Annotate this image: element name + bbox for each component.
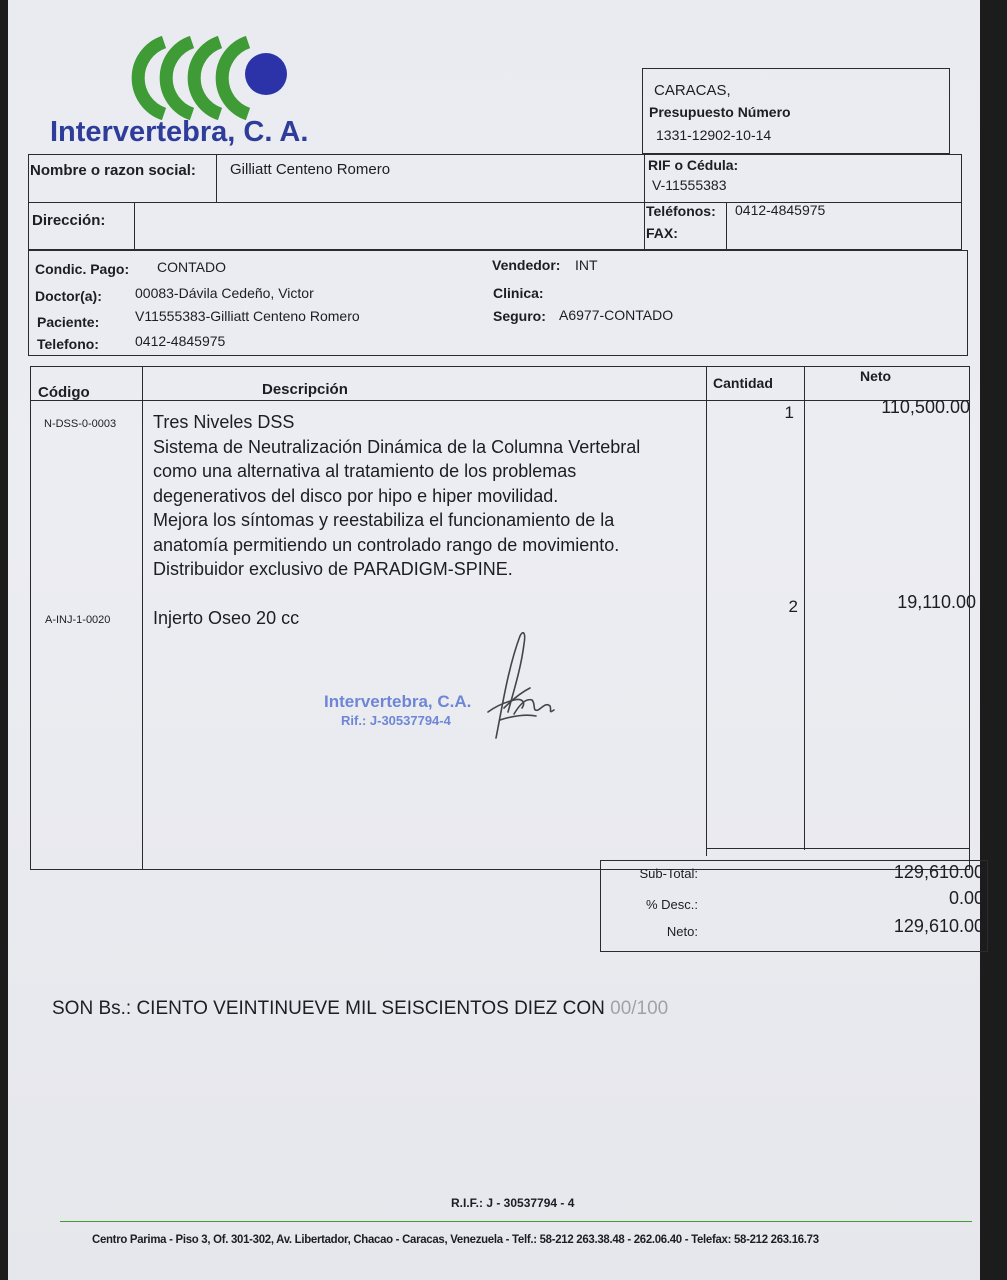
net-label: Neto: (666, 924, 698, 939)
row-1-desc-line-4: degenerativos del disco por hipo e hiper movilidad. (153, 485, 559, 506)
rif-value: V-11555383 (652, 177, 727, 193)
phones-value: 0412-4845975 (735, 202, 826, 218)
divider (726, 202, 727, 250)
patient-value: V11555383-Gilliatt Centeno Romero (135, 308, 360, 324)
divider (706, 848, 970, 849)
client-name-label: Nombre o razon social: (30, 162, 196, 179)
subtotal-label: Sub-Total: (639, 866, 698, 881)
footer-rif: R.I.F.: J - 30537794 - 4 (451, 1196, 575, 1210)
row-2-code: A-INJ-1-0020 (45, 614, 111, 626)
fax-label: FAX: (646, 225, 678, 241)
divider (644, 154, 645, 250)
net-header: Neto (860, 368, 892, 384)
invoice-paper (8, 0, 984, 1280)
row-2-desc-line-1: Injerto Oseo 20 cc (153, 608, 300, 628)
payment-label: Condic. Pago: (35, 261, 130, 277)
client-name-value: Gilliatt Centeno Romero (230, 161, 391, 178)
address-label: Dirección: (32, 212, 106, 229)
company-logo-icon (120, 32, 302, 124)
row-1-desc-line-2: Sistema de Neutralización Dinámica de la Columna Vertebral (153, 436, 641, 457)
net-value: 129,610.00 (893, 916, 984, 936)
discount-label: % Desc.: (645, 897, 698, 912)
payment-value: CONTADO (157, 259, 226, 275)
discount-value: 0.00 (948, 888, 984, 908)
row-2-net: 19,110.00 (897, 592, 976, 612)
amount-in-words (52, 998, 668, 1020)
seller-value: INT (575, 257, 598, 273)
amount-words-text: SON Bs.: CIENTO VEINTINUEVE MIL SEISCIENTOS DIEZ CON (52, 998, 605, 1019)
divider (706, 366, 707, 856)
divider (134, 202, 135, 250)
row-1-net: 110,500.00 (881, 397, 970, 417)
divider (804, 366, 805, 850)
seller-label: Vendedor: (492, 257, 561, 273)
quantity-header: Cantidad (713, 375, 773, 391)
code-header: Código (38, 384, 90, 401)
stamp-rif: Rif.: J-30537794-4 (341, 713, 451, 728)
subtotal-value: 129,610.00 (893, 862, 984, 882)
divider (216, 154, 217, 202)
doctor-label: Doctor(a): (35, 288, 102, 304)
company-name: Intervertebra, C. A. (50, 116, 309, 148)
row-1-desc-line-1: Tres Niveles DSS (153, 412, 295, 432)
insurance-label: Seguro: (493, 308, 546, 324)
row-1-desc-line-3: como una alternativa al tratamiento de los problemas (153, 461, 577, 481)
row-2-quantity: 2 (788, 597, 798, 616)
rif-label: RIF o Cédula: (648, 157, 739, 173)
city: CARACAS, (654, 82, 731, 99)
footer-line (60, 1221, 972, 1222)
insurance-value: A6977-CONTADO (559, 307, 674, 323)
clinic-label: Clinica: (493, 285, 544, 301)
phone-value: 0412-4845975 (135, 333, 226, 349)
amount-words-cents: 00/100 (610, 998, 669, 1019)
signature-icon (478, 628, 558, 742)
divider (142, 366, 143, 870)
patient-label: Paciente: (37, 314, 100, 330)
row-1-desc-line-5: Mejora los síntomas y reestabiliza el funcionamiento de la (153, 510, 615, 530)
budget-label: Presupuesto Número (649, 104, 791, 120)
phone-label: Telefono: (37, 336, 99, 352)
row-1-desc-line-6: anatomía permitiendo un controlado rango de movimiento. (153, 534, 620, 555)
phones-label: Teléfonos: (646, 203, 716, 219)
footer-address: Centro Parima - Piso 3, Of. 301-302, Av. Libertador, Chacao - Caracas, Venezuela - Telf.: 58-212 263.38.48 - 262.06.40 - Telefax: 58-212 263.16.73 (92, 1232, 819, 1246)
row-1-desc-line-7: Distribuidor exclusivo de PARADIGM-SPINE. (153, 559, 513, 579)
row-1-quantity: 1 (784, 403, 794, 422)
stamp-company: Intervertebra, C.A. (324, 692, 472, 711)
description-header: Descripción (262, 381, 348, 398)
doctor-value: 00083-Dávila Cedeño, Victor (135, 285, 314, 301)
budget-number: 1331-12902-10-14 (656, 127, 772, 143)
row-1-code: N-DSS-0-0003 (44, 418, 117, 430)
